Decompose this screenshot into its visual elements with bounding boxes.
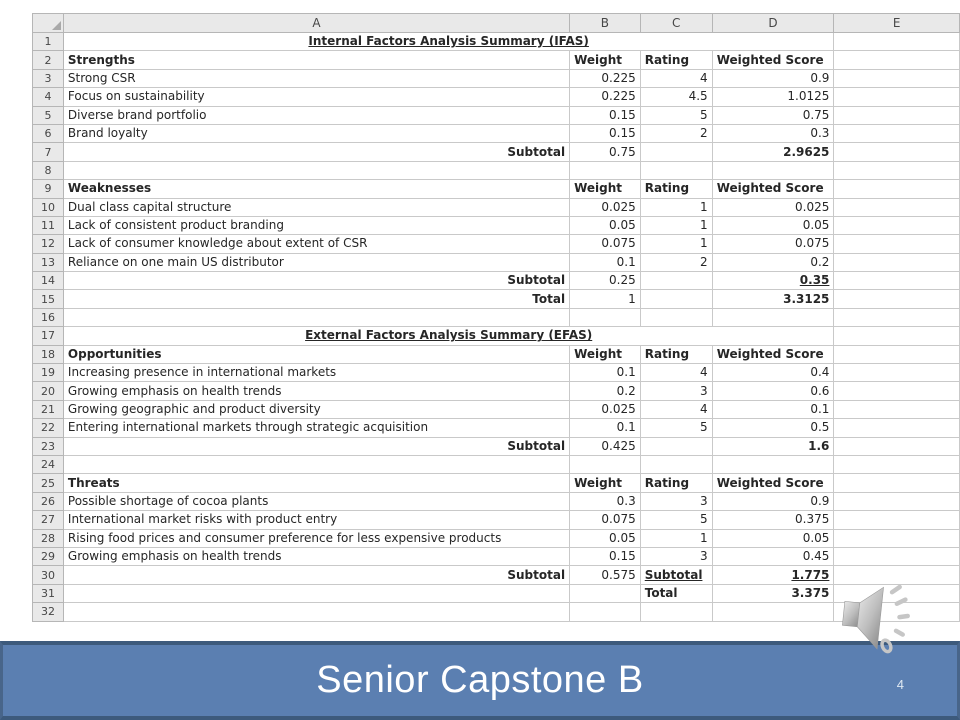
row-header-24: 24 bbox=[33, 455, 64, 473]
cell-E9 bbox=[834, 180, 960, 198]
cell-A13: Reliance on one main US distributor bbox=[63, 253, 569, 271]
row-header-22: 22 bbox=[33, 419, 64, 437]
sheet-row bbox=[33, 529, 960, 547]
sheet-row bbox=[33, 400, 960, 418]
cell-A19: Increasing presence in international markets bbox=[63, 364, 569, 382]
sheet-row bbox=[33, 437, 960, 455]
row-header-4: 4 bbox=[33, 88, 64, 106]
cell-E8 bbox=[834, 161, 960, 179]
cell-B25: Weight bbox=[570, 474, 641, 492]
cell-A16 bbox=[63, 308, 569, 326]
cell-D26: 0.9 bbox=[712, 492, 834, 510]
cell-E17 bbox=[834, 327, 960, 345]
cell-A29: Growing emphasis on health trends bbox=[63, 547, 569, 565]
cell-D12: 0.075 bbox=[712, 235, 834, 253]
cell-C19: 4 bbox=[640, 364, 712, 382]
cell-C15 bbox=[640, 290, 712, 308]
slide-title: Senior Capstone B bbox=[316, 659, 644, 701]
cell-C7 bbox=[640, 143, 712, 161]
cell-B24 bbox=[570, 455, 641, 473]
cell-E12 bbox=[834, 235, 960, 253]
cell-E15 bbox=[834, 290, 960, 308]
row-header-19: 19 bbox=[33, 364, 64, 382]
cell-D22: 0.5 bbox=[712, 419, 834, 437]
cell-B3: 0.225 bbox=[570, 69, 641, 87]
sheet-row bbox=[33, 492, 960, 510]
sheet-row bbox=[33, 180, 960, 198]
cell-A12: Lack of consumer knowledge about extent of CSR bbox=[63, 235, 569, 253]
select-all-corner bbox=[33, 14, 64, 33]
sheet-row bbox=[33, 143, 960, 161]
cell-D13: 0.2 bbox=[712, 253, 834, 271]
row-header-29: 29 bbox=[33, 547, 64, 565]
row-header-31: 31 bbox=[33, 584, 64, 602]
cell-E2 bbox=[834, 51, 960, 69]
cell-D16 bbox=[712, 308, 834, 326]
cell-A26: Possible shortage of cocoa plants bbox=[63, 492, 569, 510]
sheet-row bbox=[33, 382, 960, 400]
sheet-row bbox=[33, 51, 960, 69]
cell-D28: 0.05 bbox=[712, 529, 834, 547]
row-header-30: 30 bbox=[33, 566, 64, 584]
cell-D30: 1.775 bbox=[712, 566, 834, 584]
cell-D14: 0.35 bbox=[712, 272, 834, 290]
cell-C27: 5 bbox=[640, 511, 712, 529]
cell-C26: 3 bbox=[640, 492, 712, 510]
row-header-7: 7 bbox=[33, 143, 64, 161]
footer-banner bbox=[0, 641, 960, 720]
cell-D7: 2.9625 bbox=[712, 143, 834, 161]
cell-B8 bbox=[570, 161, 641, 179]
row-header-26: 26 bbox=[33, 492, 64, 510]
cell-B21: 0.025 bbox=[570, 400, 641, 418]
cell-E5 bbox=[834, 106, 960, 124]
cell-D8 bbox=[712, 161, 834, 179]
cell-E4 bbox=[834, 88, 960, 106]
sheet-row bbox=[33, 547, 960, 565]
cell-D21: 0.1 bbox=[712, 400, 834, 418]
page-number: 4 bbox=[896, 677, 904, 692]
cell-C5: 5 bbox=[640, 106, 712, 124]
sheet-row bbox=[33, 603, 960, 621]
cell-A4: Focus on sustainability bbox=[63, 88, 569, 106]
cell-B28: 0.05 bbox=[570, 529, 641, 547]
cell-B6: 0.15 bbox=[570, 124, 641, 142]
cell-C18: Rating bbox=[640, 345, 712, 363]
cell-C23 bbox=[640, 437, 712, 455]
cell-A20: Growing emphasis on health trends bbox=[63, 382, 569, 400]
cell-A10: Dual class capital structure bbox=[63, 198, 569, 216]
sheet-row bbox=[33, 511, 960, 529]
cell-A7: Subtotal bbox=[63, 143, 569, 161]
cell-B12: 0.075 bbox=[570, 235, 641, 253]
cell-E21 bbox=[834, 400, 960, 418]
cell-D15: 3.3125 bbox=[712, 290, 834, 308]
cell-B9: Weight bbox=[570, 180, 641, 198]
cell-B31 bbox=[570, 584, 641, 602]
row-header-14: 14 bbox=[33, 272, 64, 290]
row-header-28: 28 bbox=[33, 529, 64, 547]
column-header-a: A bbox=[63, 14, 569, 33]
sheet-row bbox=[33, 566, 960, 584]
sheet-row bbox=[33, 198, 960, 216]
sheet-row bbox=[33, 216, 960, 234]
cell-D20: 0.6 bbox=[712, 382, 834, 400]
sheet-row bbox=[33, 345, 960, 363]
cell-A3: Strong CSR bbox=[63, 69, 569, 87]
cell-C32 bbox=[640, 603, 712, 621]
sheet-row bbox=[33, 161, 960, 179]
cell-E23 bbox=[834, 437, 960, 455]
sheet-row bbox=[33, 364, 960, 382]
column-header-d: D bbox=[712, 14, 834, 33]
sheet-row bbox=[33, 584, 960, 602]
cell-E24 bbox=[834, 455, 960, 473]
row-header-2: 2 bbox=[33, 51, 64, 69]
sheet-row bbox=[33, 272, 960, 290]
cell-C22: 5 bbox=[640, 419, 712, 437]
cell-B4: 0.225 bbox=[570, 88, 641, 106]
sheet-row bbox=[33, 124, 960, 142]
cell-B32 bbox=[570, 603, 641, 621]
sheet-row bbox=[33, 419, 960, 437]
cell-D6: 0.3 bbox=[712, 124, 834, 142]
row-header-25: 25 bbox=[33, 474, 64, 492]
cell-D10: 0.025 bbox=[712, 198, 834, 216]
cell-B30: 0.575 bbox=[570, 566, 641, 584]
cell-A22: Entering international markets through strategic acquisition bbox=[63, 419, 569, 437]
row-header-23: 23 bbox=[33, 437, 64, 455]
cell-C29: 3 bbox=[640, 547, 712, 565]
sheet-row bbox=[33, 474, 960, 492]
cell-E20 bbox=[834, 382, 960, 400]
row-header-8: 8 bbox=[33, 161, 64, 179]
spreadsheet bbox=[32, 13, 960, 624]
cell-E28 bbox=[834, 529, 960, 547]
cell-C20: 3 bbox=[640, 382, 712, 400]
spreadsheet-table bbox=[32, 13, 960, 622]
cell-B10: 0.025 bbox=[570, 198, 641, 216]
cell-C8 bbox=[640, 161, 712, 179]
sheet-row bbox=[33, 33, 960, 51]
cell-D11: 0.05 bbox=[712, 216, 834, 234]
cell-A6: Brand loyalty bbox=[63, 124, 569, 142]
cell-D32 bbox=[712, 603, 834, 621]
audio-speaker-icon[interactable] bbox=[839, 583, 919, 659]
cell-B23: 0.425 bbox=[570, 437, 641, 455]
cell-A9: Weaknesses bbox=[63, 180, 569, 198]
cell-D29: 0.45 bbox=[712, 547, 834, 565]
cell-C9: Rating bbox=[640, 180, 712, 198]
cell-B22: 0.1 bbox=[570, 419, 641, 437]
cell-B18: Weight bbox=[570, 345, 641, 363]
cell-A1: Internal Factors Analysis Summary (IFAS) bbox=[63, 33, 834, 51]
column-header-row bbox=[33, 14, 960, 33]
cell-E6 bbox=[834, 124, 960, 142]
cell-D18: Weighted Score bbox=[712, 345, 834, 363]
cell-E30 bbox=[834, 566, 960, 584]
row-header-13: 13 bbox=[33, 253, 64, 271]
row-header-5: 5 bbox=[33, 106, 64, 124]
row-header-11: 11 bbox=[33, 216, 64, 234]
row-header-1: 1 bbox=[33, 33, 64, 51]
cell-A30: Subtotal bbox=[63, 566, 569, 584]
cell-E18 bbox=[834, 345, 960, 363]
cell-E19 bbox=[834, 364, 960, 382]
column-header-b: B bbox=[570, 14, 641, 33]
cell-A2: Strengths bbox=[63, 51, 569, 69]
cell-D9: Weighted Score bbox=[712, 180, 834, 198]
cell-A5: Diverse brand portfolio bbox=[63, 106, 569, 124]
cell-A14: Subtotal bbox=[63, 272, 569, 290]
row-header-27: 27 bbox=[33, 511, 64, 529]
cell-C4: 4.5 bbox=[640, 88, 712, 106]
cell-C24 bbox=[640, 455, 712, 473]
column-header-e: E bbox=[834, 14, 960, 33]
cell-E3 bbox=[834, 69, 960, 87]
cell-C11: 1 bbox=[640, 216, 712, 234]
cell-A23: Subtotal bbox=[63, 437, 569, 455]
cell-C13: 2 bbox=[640, 253, 712, 271]
cell-C28: 1 bbox=[640, 529, 712, 547]
cell-C2: Rating bbox=[640, 51, 712, 69]
cell-D2: Weighted Score bbox=[712, 51, 834, 69]
cell-D5: 0.75 bbox=[712, 106, 834, 124]
cell-E22 bbox=[834, 419, 960, 437]
cell-E29 bbox=[834, 547, 960, 565]
sheet-row bbox=[33, 106, 960, 124]
cell-E26 bbox=[834, 492, 960, 510]
cell-E7 bbox=[834, 143, 960, 161]
cell-E14 bbox=[834, 272, 960, 290]
select-all-triangle-icon bbox=[52, 21, 61, 30]
sheet-row bbox=[33, 69, 960, 87]
cell-A8 bbox=[63, 161, 569, 179]
cell-D3: 0.9 bbox=[712, 69, 834, 87]
cell-A32 bbox=[63, 603, 569, 621]
cell-B11: 0.05 bbox=[570, 216, 641, 234]
cell-B19: 0.1 bbox=[570, 364, 641, 382]
cell-A27: International market risks with product entry bbox=[63, 511, 569, 529]
cell-B14: 0.25 bbox=[570, 272, 641, 290]
row-header-32: 32 bbox=[33, 603, 64, 621]
sheet-row bbox=[33, 88, 960, 106]
cell-D31: 3.375 bbox=[712, 584, 834, 602]
cell-C16 bbox=[640, 308, 712, 326]
cell-C14 bbox=[640, 272, 712, 290]
cell-C25: Rating bbox=[640, 474, 712, 492]
cell-B13: 0.1 bbox=[570, 253, 641, 271]
cell-B20: 0.2 bbox=[570, 382, 641, 400]
cell-B29: 0.15 bbox=[570, 547, 641, 565]
cell-A18: Opportunities bbox=[63, 345, 569, 363]
sheet-row bbox=[33, 327, 960, 345]
cell-C21: 4 bbox=[640, 400, 712, 418]
cell-B7: 0.75 bbox=[570, 143, 641, 161]
row-header-21: 21 bbox=[33, 400, 64, 418]
cell-C3: 4 bbox=[640, 69, 712, 87]
sheet-row bbox=[33, 455, 960, 473]
cell-E25 bbox=[834, 474, 960, 492]
sheet-row bbox=[33, 235, 960, 253]
cell-C30: Subtotal bbox=[640, 566, 712, 584]
row-header-10: 10 bbox=[33, 198, 64, 216]
cell-E1 bbox=[834, 33, 960, 51]
cell-E16 bbox=[834, 308, 960, 326]
cell-E11 bbox=[834, 216, 960, 234]
row-header-16: 16 bbox=[33, 308, 64, 326]
cell-C12: 1 bbox=[640, 235, 712, 253]
sheet-row bbox=[33, 308, 960, 326]
column-header-c: C bbox=[640, 14, 712, 33]
row-header-12: 12 bbox=[33, 235, 64, 253]
cell-A31 bbox=[63, 584, 569, 602]
cell-B16 bbox=[570, 308, 641, 326]
cell-B27: 0.075 bbox=[570, 511, 641, 529]
cell-A17: External Factors Analysis Summary (EFAS) bbox=[63, 327, 834, 345]
cell-A11: Lack of consistent product branding bbox=[63, 216, 569, 234]
row-header-6: 6 bbox=[33, 124, 64, 142]
cell-C6: 2 bbox=[640, 124, 712, 142]
cell-A25: Threats bbox=[63, 474, 569, 492]
row-header-18: 18 bbox=[33, 345, 64, 363]
cell-B15: 1 bbox=[570, 290, 641, 308]
cell-D23: 1.6 bbox=[712, 437, 834, 455]
sheet-row bbox=[33, 290, 960, 308]
cell-A21: Growing geographic and product diversity bbox=[63, 400, 569, 418]
cell-B26: 0.3 bbox=[570, 492, 641, 510]
row-header-17: 17 bbox=[33, 327, 64, 345]
cell-D4: 1.0125 bbox=[712, 88, 834, 106]
row-header-3: 3 bbox=[33, 69, 64, 87]
cell-A28: Rising food prices and consumer preference for less expensive products bbox=[63, 529, 569, 547]
cell-D24 bbox=[712, 455, 834, 473]
cell-A24 bbox=[63, 455, 569, 473]
cell-E13 bbox=[834, 253, 960, 271]
cell-B5: 0.15 bbox=[570, 106, 641, 124]
row-header-9: 9 bbox=[33, 180, 64, 198]
cell-E10 bbox=[834, 198, 960, 216]
cell-C31: Total bbox=[640, 584, 712, 602]
sheet-row bbox=[33, 253, 960, 271]
cell-E27 bbox=[834, 511, 960, 529]
cell-D19: 0.4 bbox=[712, 364, 834, 382]
row-header-20: 20 bbox=[33, 382, 64, 400]
cell-B2: Weight bbox=[570, 51, 641, 69]
row-header-15: 15 bbox=[33, 290, 64, 308]
cell-D27: 0.375 bbox=[712, 511, 834, 529]
cell-C10: 1 bbox=[640, 198, 712, 216]
cell-D25: Weighted Score bbox=[712, 474, 834, 492]
cell-A15: Total bbox=[63, 290, 569, 308]
